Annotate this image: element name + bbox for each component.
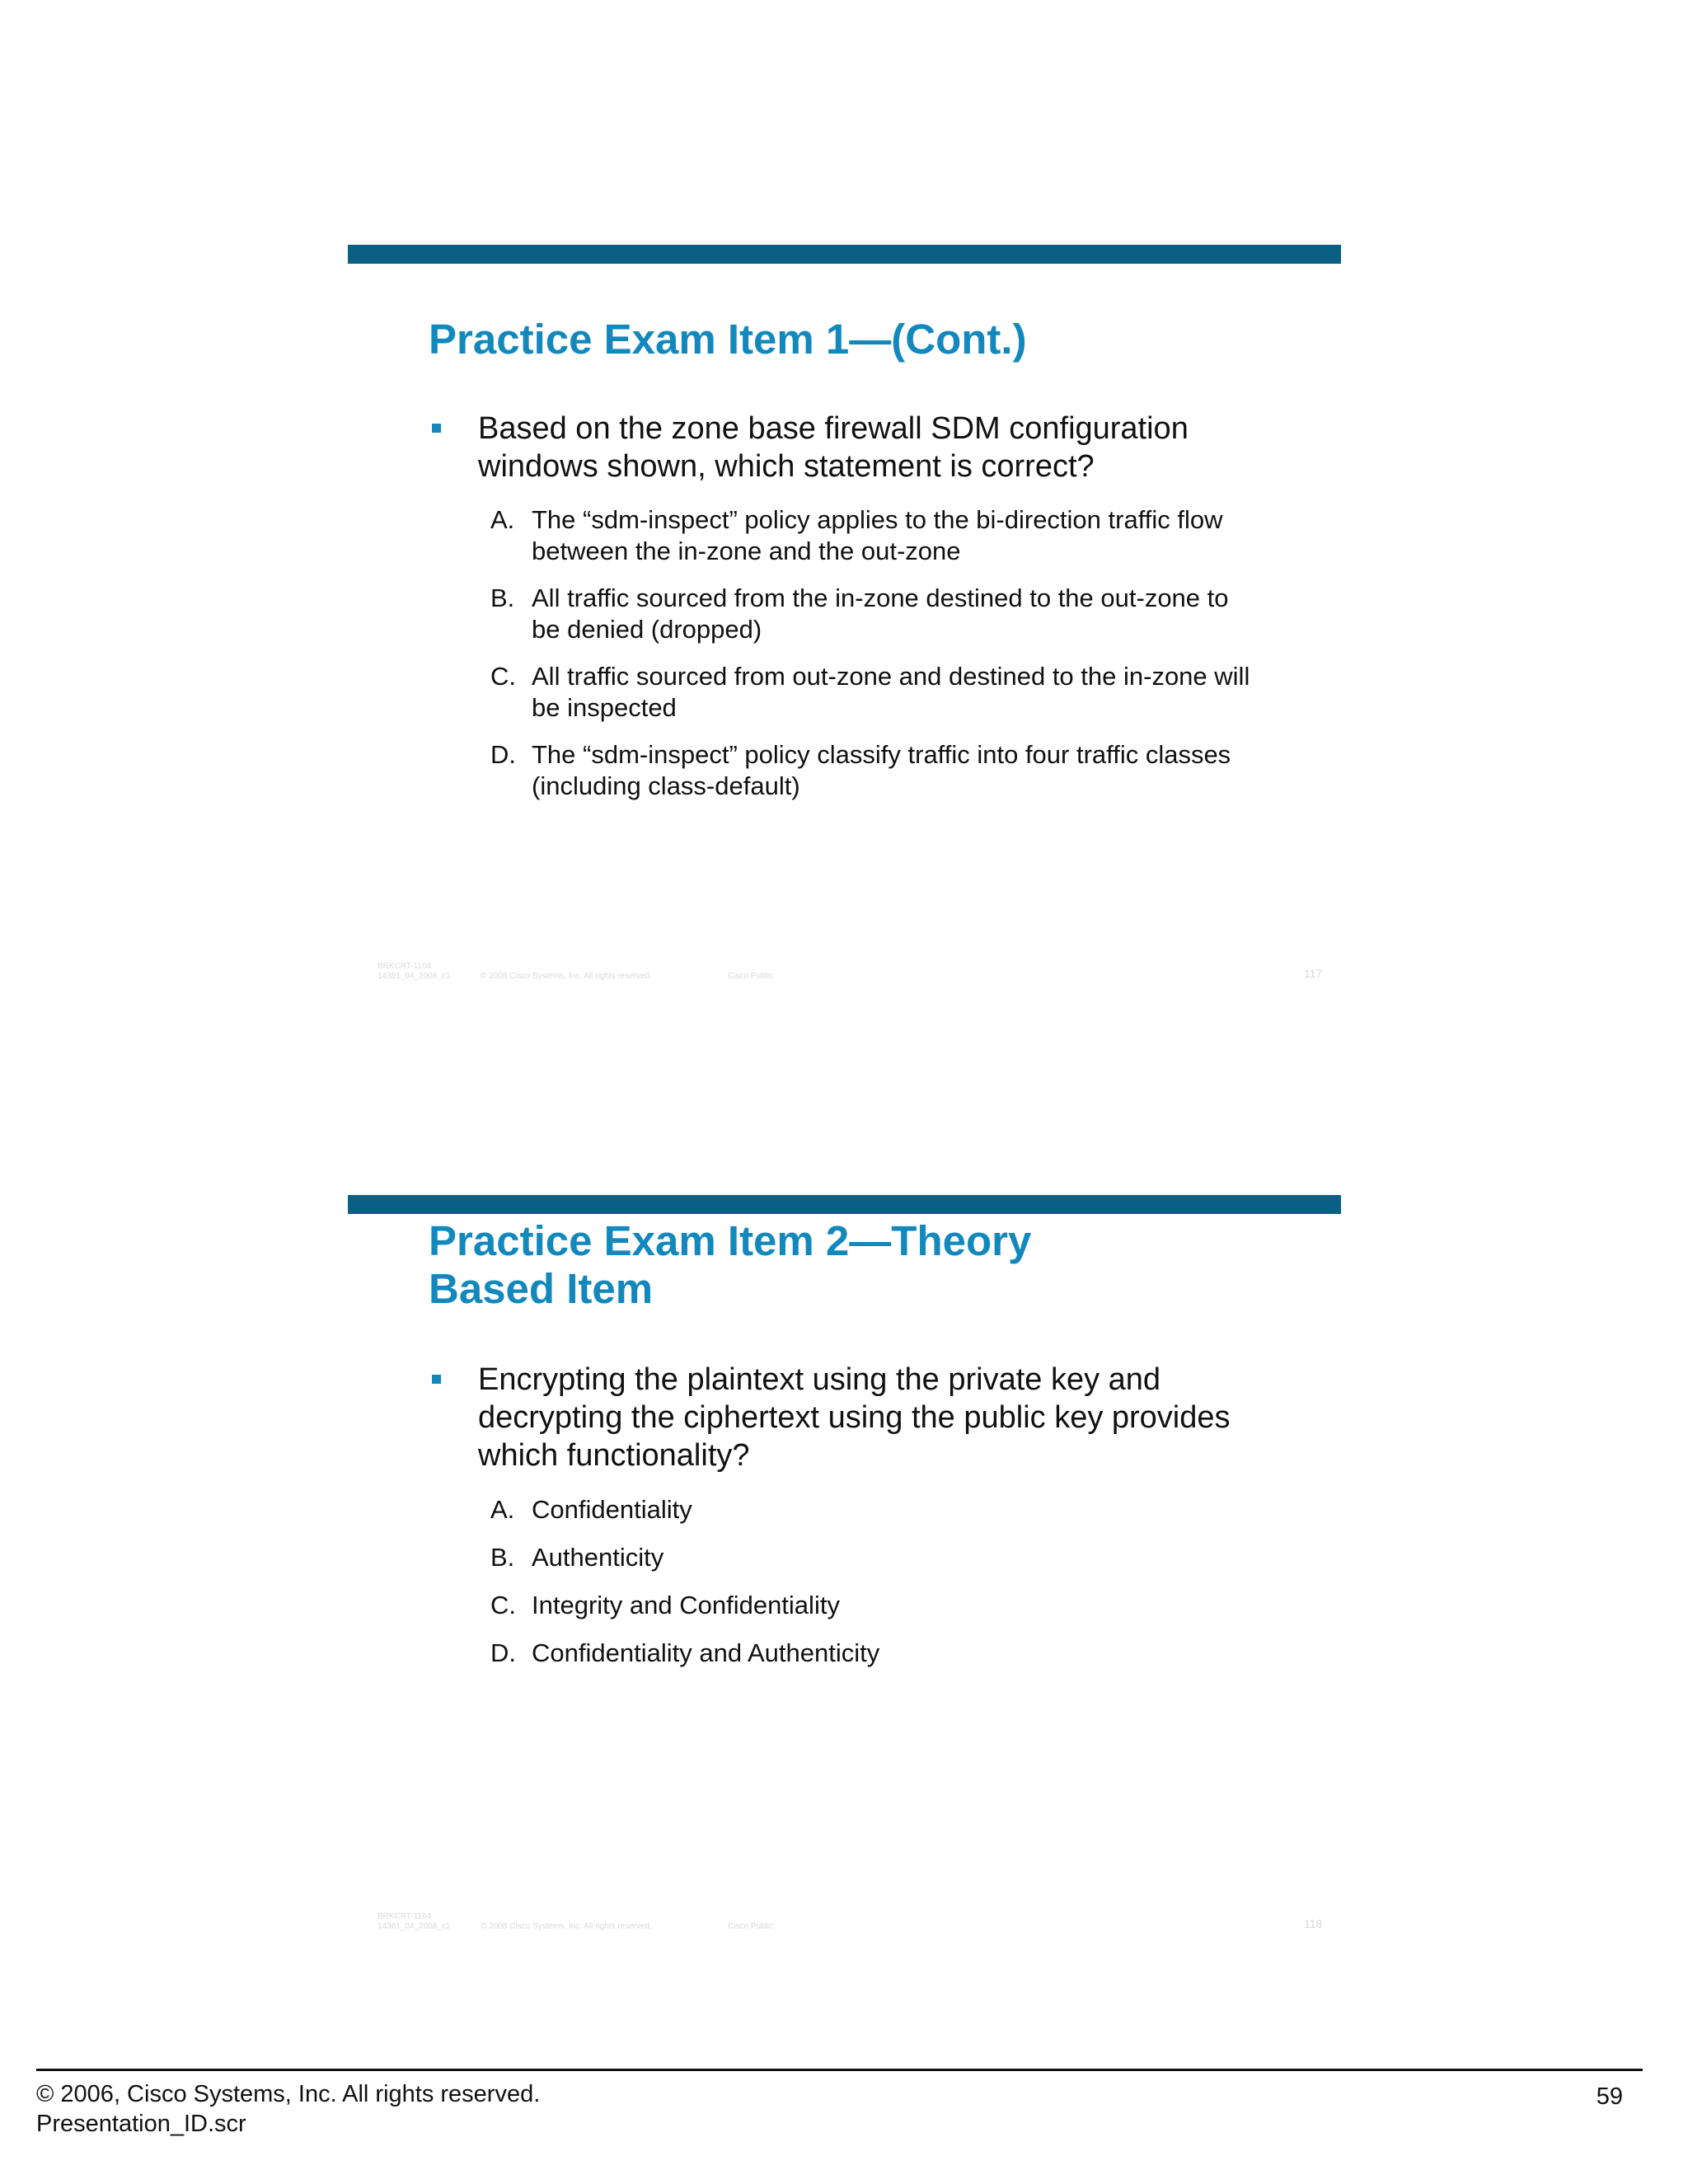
option-letter: D. — [490, 1638, 516, 1667]
slide-classification: Cisco Public — [728, 1922, 774, 1931]
option-letter: C. — [490, 662, 516, 691]
slide-classification: Cisco Public — [728, 972, 774, 981]
slide-footer — [377, 1912, 1323, 1937]
option-text: The “sdm-inspect” policy classify traffic into four traffic classes (including class-default) — [532, 740, 1231, 800]
session-code-line: BRKCRT-1104 — [377, 1912, 432, 1921]
page-footer — [36, 2079, 540, 2139]
slide-number: 118 — [1304, 1917, 1323, 1930]
slide-118 — [348, 1195, 1341, 1961]
answer-option — [490, 583, 1257, 645]
option-text: Confidentiality — [532, 1495, 692, 1524]
bullet-square-icon — [432, 424, 441, 433]
answer-option — [490, 1494, 1257, 1526]
option-text: Confidentiality and Authenticity — [532, 1638, 880, 1667]
option-letter: C. — [490, 1591, 516, 1619]
answer-option — [490, 1638, 1257, 1669]
question-text: Encrypting the plaintext using the private key and decrypting the ciphertext using the public key provides which functionality? — [478, 1362, 1231, 1473]
slide-title: Practice Exam Item 1—(Cont.) — [429, 316, 1027, 363]
session-code-line: 14381_04_2008_c1 — [377, 972, 451, 981]
option-letter: B. — [490, 583, 515, 612]
option-text: Integrity and Confidentiality — [532, 1591, 840, 1619]
bullet-square-icon — [432, 1375, 441, 1384]
page-number: 59 — [1596, 2083, 1623, 2110]
slide-117 — [348, 245, 1341, 1011]
answer-options — [490, 1494, 1257, 1669]
option-text: Authenticity — [532, 1543, 664, 1572]
question-text: Based on the zone base firewall SDM configuration windows shown, which statement is correct? — [478, 411, 1189, 484]
option-letter: A. — [490, 1495, 515, 1524]
answer-option — [490, 504, 1257, 567]
answer-option — [490, 739, 1257, 802]
option-letter: A. — [490, 505, 515, 534]
slide-copyright: © 2008 Cisco Systems, Inc. All rights reserved. — [481, 972, 653, 981]
slide-number: 117 — [1304, 967, 1323, 980]
slide-title: Practice Exam Item 2—Theory Based Item — [429, 1217, 1032, 1312]
slide-top-bar — [348, 1195, 1341, 1214]
slide-top-bar — [348, 245, 1341, 264]
page-footer-rule — [36, 2069, 1643, 2071]
page-copyright: © 2006, Cisco Systems, Inc. All rights reserved. — [36, 2081, 541, 2107]
session-code-line: 14381_04_2008_c1 — [377, 1922, 451, 1931]
option-letter: D. — [490, 740, 516, 769]
option-text: All traffic sourced from the in-zone destined to the out-zone to be denied (dropped) — [532, 583, 1229, 644]
session-code — [377, 1912, 450, 1932]
answer-option — [490, 1542, 1257, 1573]
option-letter: B. — [490, 1543, 515, 1572]
answer-option — [490, 661, 1257, 724]
answer-options — [490, 504, 1257, 802]
slide-copyright: © 2008 Cisco Systems, Inc. All rights reserved. — [481, 1922, 653, 1931]
answer-option — [490, 1590, 1257, 1621]
session-code-line: BRKCRT-1104 — [377, 962, 432, 971]
option-text: All traffic sourced from out-zone and destined to the in-zone will be inspected — [532, 662, 1250, 722]
slide-footer — [377, 962, 1323, 987]
session-code — [377, 962, 450, 982]
presentation-id: Presentation_ID.scr — [36, 2111, 246, 2137]
option-text: The “sdm-inspect” policy applies to the bi-direction traffic flow between the in-zone and the out-zone — [532, 505, 1223, 565]
